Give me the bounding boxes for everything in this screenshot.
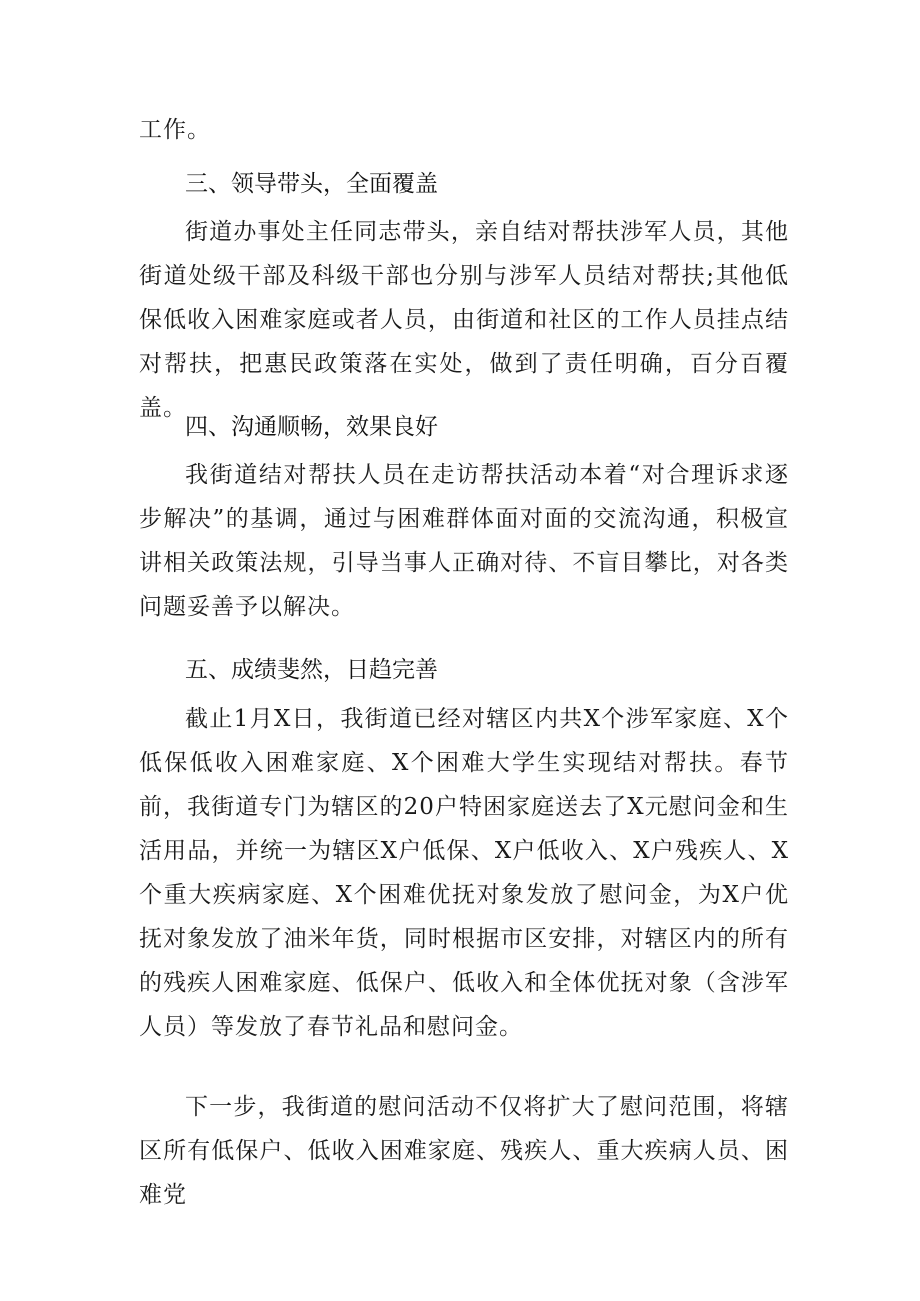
closing-paragraph: 下一步，我街道的慰问活动不仅将扩大了慰问范围，将辖区所有低保户、低收入困难家庭、残疾人、重大疾病人员、困难党 xyxy=(139,1094,789,1208)
section-paragraph-5: 截止1月X日，我街道已经对辖区内共X个涉军家庭、X个低保低收入困难家庭、X个困难大学生实现结对帮扶。春节前，我街道专门为辖区的20户特困家庭送去了X元慰问金和生活用品，并统一为辖区X户低保、X户低收入、X户残疾人、X个重大疾病家庭、X个困难优抚对象发放了慰问金，为X户优抚对象发放了油米年货，同时根据市区安排，对辖区内的所有的残疾人困难家庭、低保户、低收入和全体优抚对象（含涉军人员）等发放了春节礼品和慰问金。 xyxy=(139,706,789,1040)
section-paragraph-4: 我街道结对帮扶人员在走访帮扶活动本着“对合理诉求逐步解决”的基调，通过与困难群体面对面的交流沟通，积极宣讲相关政策法规，引导当事人正确对待、不盲目攀比，对各类问题妥善予以解决。 xyxy=(139,462,789,620)
section-heading-3: 三、领导带头，全面覆盖 xyxy=(185,171,438,197)
section-paragraph-3: 街道办事处主任同志带头，亲自结对帮扶涉军人员，其他街道处级干部及科级干部也分别与涉军人员结对帮扶;其他低保低收入困难家庭或者人员，由街道和社区的工作人员挂点结对帮扶，把惠民政策落在实处，做到了责任明确，百分百覆盖。 xyxy=(139,219,789,421)
continuation-text: 工作。 xyxy=(139,117,211,143)
section-heading-4: 四、沟通顺畅，效果良好 xyxy=(185,414,438,440)
section-heading-5: 五、成绩斐然，日趋完善 xyxy=(185,657,438,683)
